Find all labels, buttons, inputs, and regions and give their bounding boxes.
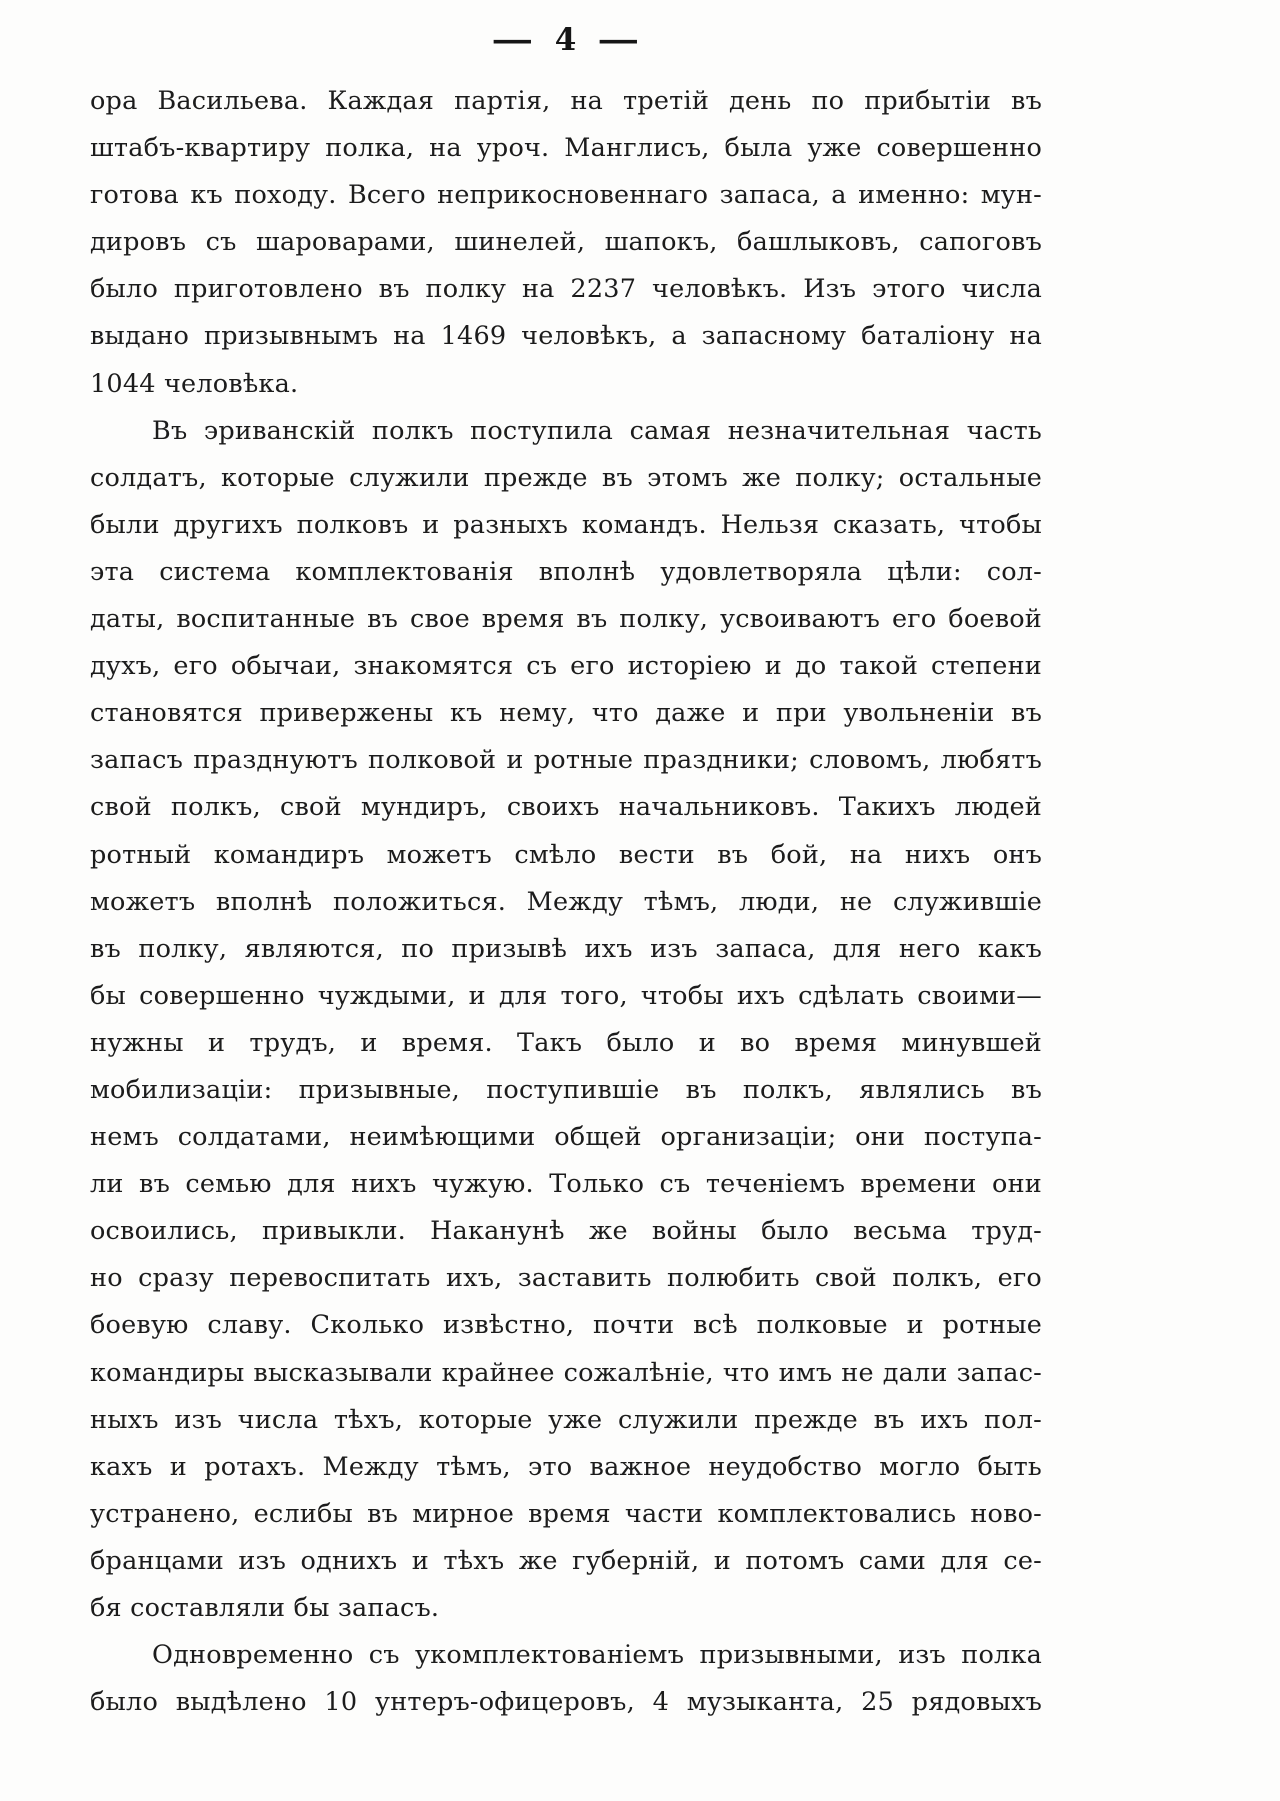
text-line: свой полкъ, свой мундиръ, своихъ начальниковъ. Такихъ людей xyxy=(90,792,1042,823)
text-line: выдано призывнымъ на 1469 человѣкъ, а запасному баталіону на xyxy=(90,321,1042,352)
text-line: кахъ и ротахъ. Между тѣмъ, это важное неудобство могло быть xyxy=(90,1451,1042,1482)
page-header xyxy=(90,22,1042,58)
page-text xyxy=(90,78,1042,1726)
text-line: даты, воспитанные въ свое время въ полку, усвоиваютъ его боевой xyxy=(90,604,1042,635)
page-number: 4 xyxy=(554,22,578,58)
text-line: были другихъ полковъ и разныхъ командъ. Нельзя сказать, чтобы xyxy=(90,509,1042,540)
text-line: дировъ съ шароварами, шинелей, шапокъ, башлыковъ, сапоговъ xyxy=(90,227,1042,258)
text-line: штабъ-квартиру полка, на уроч. Манглисъ, была уже совершенно xyxy=(90,133,1042,164)
text-line: устранено, еслибы въ мирное время части комплектовались ново- xyxy=(90,1498,1042,1529)
text-line: ныхъ изъ числа тѣхъ, которые уже служили прежде въ ихъ пол- xyxy=(90,1404,1042,1435)
header-dash-left: — xyxy=(491,22,535,58)
text-line: ли въ семью для нихъ чужую. Только съ теченіемъ времени они xyxy=(90,1169,1042,1200)
text-line: немъ солдатами, неимѣющими общей организаціи; они поступа- xyxy=(90,1122,1042,1153)
text-line: мобилизаціи: призывные, поступившіе въ полкъ, являлись въ xyxy=(90,1074,1042,1105)
text-line: бя составляли бы запасъ. xyxy=(90,1593,440,1623)
paragraph xyxy=(90,78,1042,408)
paragraph xyxy=(90,408,1042,1632)
text-line: становятся привержены къ нему, что даже и при увольненіи въ xyxy=(90,698,1042,729)
text-line: бы совершенно чуждыми, и для того, чтобы ихъ сдѣлать своими— xyxy=(90,980,1042,1011)
text-line: солдатъ, которые служили прежде въ этомъ же полку; остальные xyxy=(90,462,1042,493)
text-line: боевую славу. Сколько извѣстно, почти всѣ полковые и ротные xyxy=(90,1310,1042,1341)
text-line: можетъ вполнѣ положиться. Между тѣмъ, люди, не служившіе xyxy=(90,886,1042,917)
text-line: было приготовлено въ полку на 2237 человѣкъ. Изъ этого числа xyxy=(90,274,1042,305)
text-line: въ полку, являются, по призывѣ ихъ изъ запаса, для него какъ xyxy=(90,933,1042,964)
text-line: 1044 человѣка. xyxy=(90,368,299,399)
text-line: освоились, привыкли. Наканунѣ же войны было весьма труд- xyxy=(90,1216,1042,1247)
text-line: запасъ празднуютъ полковой и ротные праздники; словомъ, любятъ xyxy=(90,745,1042,776)
text-line: командиры высказывали крайнее сожалѣніе, что имъ не дали запас- xyxy=(90,1357,1042,1388)
text-line: но сразу перевоспитать ихъ, заставить полюбить свой полкъ, его xyxy=(90,1263,1042,1294)
text-line: готова къ походу. Всего неприкосновеннаго запаса, а именно: мун- xyxy=(90,180,1042,211)
text-line: нужны и трудъ, и время. Такъ было и во время минувшей xyxy=(90,1027,1042,1058)
text-line: бранцами изъ однихъ и тѣхъ же губерній, и потомъ сами для се- xyxy=(90,1545,1042,1576)
text-line: Одновременно съ укомплектованіемъ призывными, изъ полка xyxy=(152,1640,1042,1671)
paragraph xyxy=(90,1632,1042,1726)
text-line: эта система комплектованія вполнѣ удовлетворяла цѣли: сол- xyxy=(90,556,1042,587)
text-line: ротный командиръ можетъ смѣло вести въ бой, на нихъ онъ xyxy=(90,839,1042,870)
text-line: было выдѣлено 10 унтеръ-офицеровъ, 4 музыканта, 25 рядовыхъ xyxy=(90,1687,1042,1718)
text-line: Въ эриванскій полкъ поступила самая незначительная часть xyxy=(152,415,1042,446)
header-dash-right: — xyxy=(597,22,641,58)
text-line: духъ, его обычаи, знакомятся съ его исторіею и до такой степени xyxy=(90,651,1042,682)
text-line: ора Васильева. Каждая партія, на третій день по прибытіи въ xyxy=(90,86,1042,116)
